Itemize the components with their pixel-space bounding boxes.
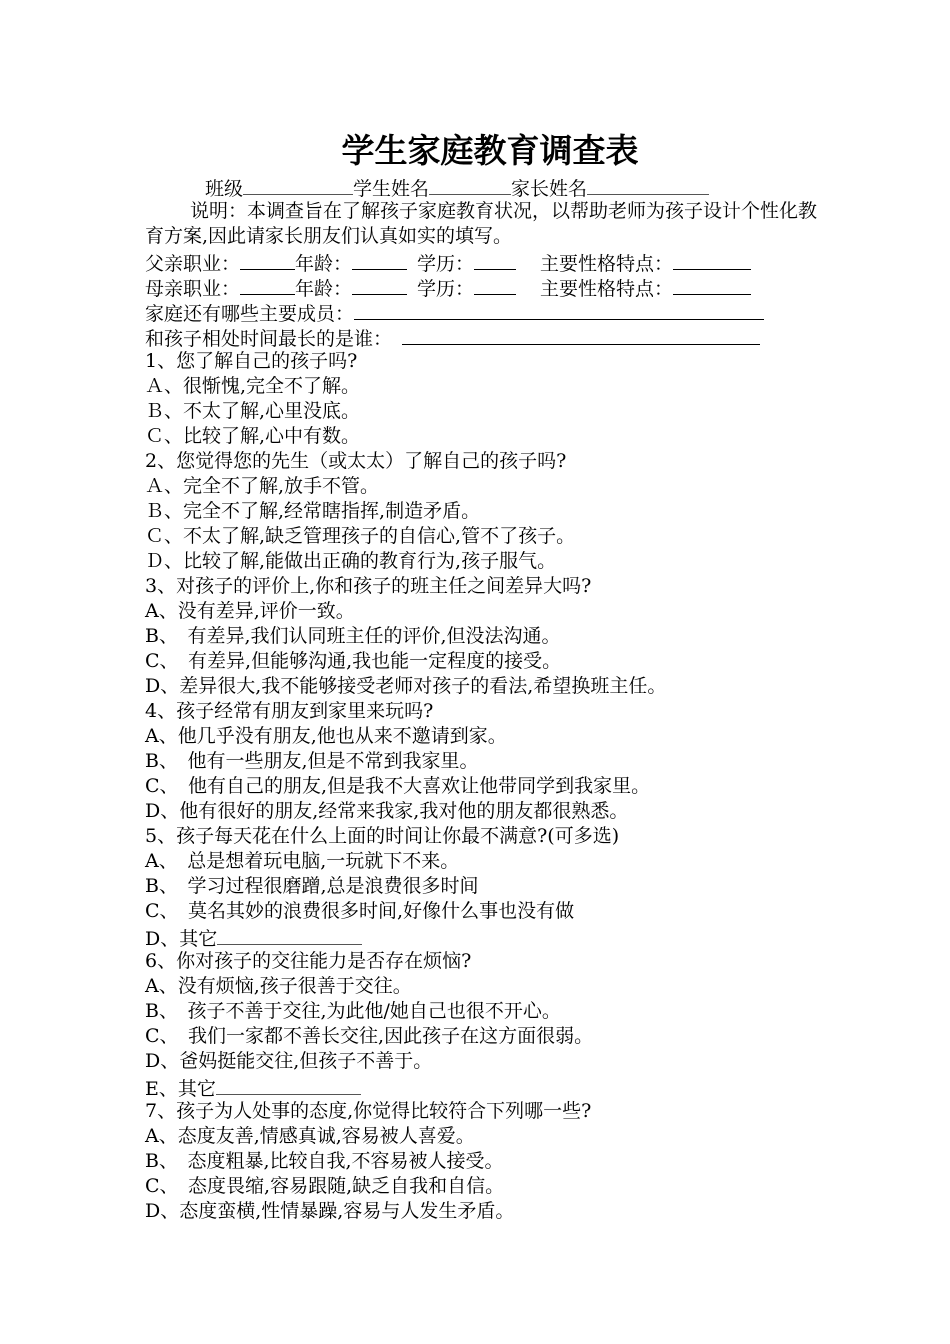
time-label: 和孩子相处时间最长的是谁： (145, 328, 393, 350)
answer-option-other[interactable] (145, 924, 835, 949)
question-text: 6、你对孩子的交往能力是否存在烦恼? (145, 950, 472, 972)
answer-option[interactable]: D、爸妈挺能交往,但孩子不善于。 (145, 1050, 433, 1072)
question-text: 7、孩子为人处事的态度,你觉得比较符合下列哪一些? (145, 1100, 592, 1122)
father-age-label: 年龄： (295, 253, 353, 275)
members-row (145, 299, 835, 324)
answer-option[interactable]: C、 他有自己的朋友,但是我不大喜欢让他带同学到我家里。 (145, 775, 651, 797)
class-label: 班级 (205, 178, 244, 200)
answer-option[interactable]: C、 态度畏缩,容易跟随,缺乏自我和自信。 (145, 1175, 505, 1197)
parent-name-field[interactable] (587, 174, 709, 195)
answer-option[interactable]: B、 态度粗暴,比较自我,不容易被人接受。 (145, 1150, 504, 1172)
survey-page (145, 130, 835, 1224)
answer-option[interactable]: Ａ、完全不了解,放手不管。 (145, 475, 380, 497)
class-field[interactable] (243, 174, 353, 195)
father-job-label: 父亲职业： (145, 253, 241, 275)
father-row (145, 249, 835, 274)
answer-option[interactable]: D、差异很大,我不能够接受老师对孩子的看法,希望换班主任。 (145, 675, 667, 697)
answer-option[interactable]: D、态度蛮横,性情暴躁,容易与人发生矛盾。 (145, 1200, 515, 1222)
time-field[interactable] (402, 324, 760, 345)
answer-option[interactable]: A、没有差异,评价一致。 (145, 600, 355, 622)
mother-age-field[interactable] (352, 274, 407, 295)
parent-name-label: 家长姓名 (511, 178, 588, 200)
answer-option[interactable]: Ａ、很惭愧,完全不了解。 (145, 375, 361, 397)
answer-option[interactable]: A、 总是想着玩电脑,一玩就下不来。 (145, 850, 460, 872)
members-label: 家庭还有哪些主要成员： (145, 303, 355, 325)
answer-option[interactable]: C、 我们一家都不善长交往,因此孩子在这方面很弱。 (145, 1025, 594, 1047)
answer-option[interactable]: B、 有差异,我们认同班主任的评价,但没法沟通。 (145, 625, 561, 647)
mother-edu-field[interactable] (474, 274, 516, 295)
answer-option[interactable]: A、他几乎没有朋友,他也从来不邀请到家。 (145, 725, 507, 747)
question-text: 3、对孩子的评价上,你和孩子的班主任之间差异大吗? (145, 575, 592, 597)
father-age-field[interactable] (352, 249, 407, 270)
answer-option[interactable]: Ｄ、比较了解,能做出正确的教育行为,孩子服气。 (145, 550, 557, 572)
father-edu-field[interactable] (474, 249, 516, 270)
answer-option[interactable]: B、 他有一些朋友,但是不常到我家里。 (145, 750, 479, 772)
answer-option[interactable]: B、 孩子不善于交往,为此他/她自己也很不开心。 (145, 1000, 561, 1022)
student-name-field[interactable] (429, 174, 511, 195)
answer-option-other[interactable] (145, 1074, 835, 1099)
members-field[interactable] (354, 299, 764, 320)
answer-option[interactable]: Ｂ、完全不了解,经常瞎指挥,制造矛盾。 (145, 500, 481, 522)
question-text: 5、孩子每天花在什么上面的时间让你最不满意?(可多选) (145, 825, 620, 847)
page-title: 学生家庭教育调查表 (341, 131, 639, 170)
other-label: E、其它 (145, 1078, 216, 1100)
mother-traits-field[interactable] (673, 274, 751, 295)
answer-option[interactable]: C、 有差异,但能够沟通,我也能一定程度的接受。 (145, 650, 562, 672)
mother-traits-label: 主要性格特点： (540, 278, 674, 300)
answer-option[interactable]: B、 学习过程很磨蹭,总是浪费很多时间 (145, 875, 479, 897)
answer-option[interactable]: D、他有很好的朋友,经常来我家,我对他的朋友都很熟悉。 (145, 800, 629, 822)
mother-row (145, 274, 835, 299)
mother-job-label: 母亲职业： (145, 278, 241, 300)
other-field[interactable] (216, 1074, 361, 1095)
student-name-label: 学生姓名 (353, 178, 430, 200)
father-traits-label: 主要性格特点： (540, 253, 674, 275)
question-text: 2、您觉得您的先生（或太太）了解自己的孩子吗? (145, 450, 567, 472)
answer-option[interactable]: C、 莫名其妙的浪费很多时间,好像什么事也没有做 (145, 900, 575, 922)
time-row (145, 324, 835, 349)
answer-option[interactable]: Ｃ、比较了解,心中有数。 (145, 425, 361, 447)
header-fields (145, 174, 835, 199)
question-text: 1、您了解自己的孩子吗? (145, 350, 358, 372)
answer-option[interactable]: Ｃ、不太了解,缺乏管理孩子的自信心,管不了孩子。 (145, 525, 576, 547)
question-list (145, 349, 835, 1224)
answer-option[interactable]: A、态度友善,情感真诚,容易被人喜爱。 (145, 1125, 475, 1147)
mother-edu-label: 学历： (417, 278, 475, 300)
intro-text: 说明：本调查旨在了解孩子家庭教育状况，以帮助老师为孩子设计个性化教育方案,因此请家长朋友们认真如实的填写。 (145, 200, 818, 247)
question-text: 4、孩子经常有朋友到家里来玩吗? (145, 700, 434, 722)
father-edu-label: 学历： (417, 253, 475, 275)
answer-option[interactable]: A、没有烦恼,孩子很善于交往。 (145, 975, 412, 997)
father-job-field[interactable] (240, 249, 295, 270)
other-field[interactable] (217, 924, 362, 945)
answer-option[interactable]: Ｂ、不太了解,心里没底。 (145, 400, 361, 422)
mother-job-field[interactable] (240, 274, 295, 295)
other-label: D、其它 (145, 928, 218, 950)
father-traits-field[interactable] (673, 249, 751, 270)
mother-age-label: 年龄： (295, 278, 353, 300)
